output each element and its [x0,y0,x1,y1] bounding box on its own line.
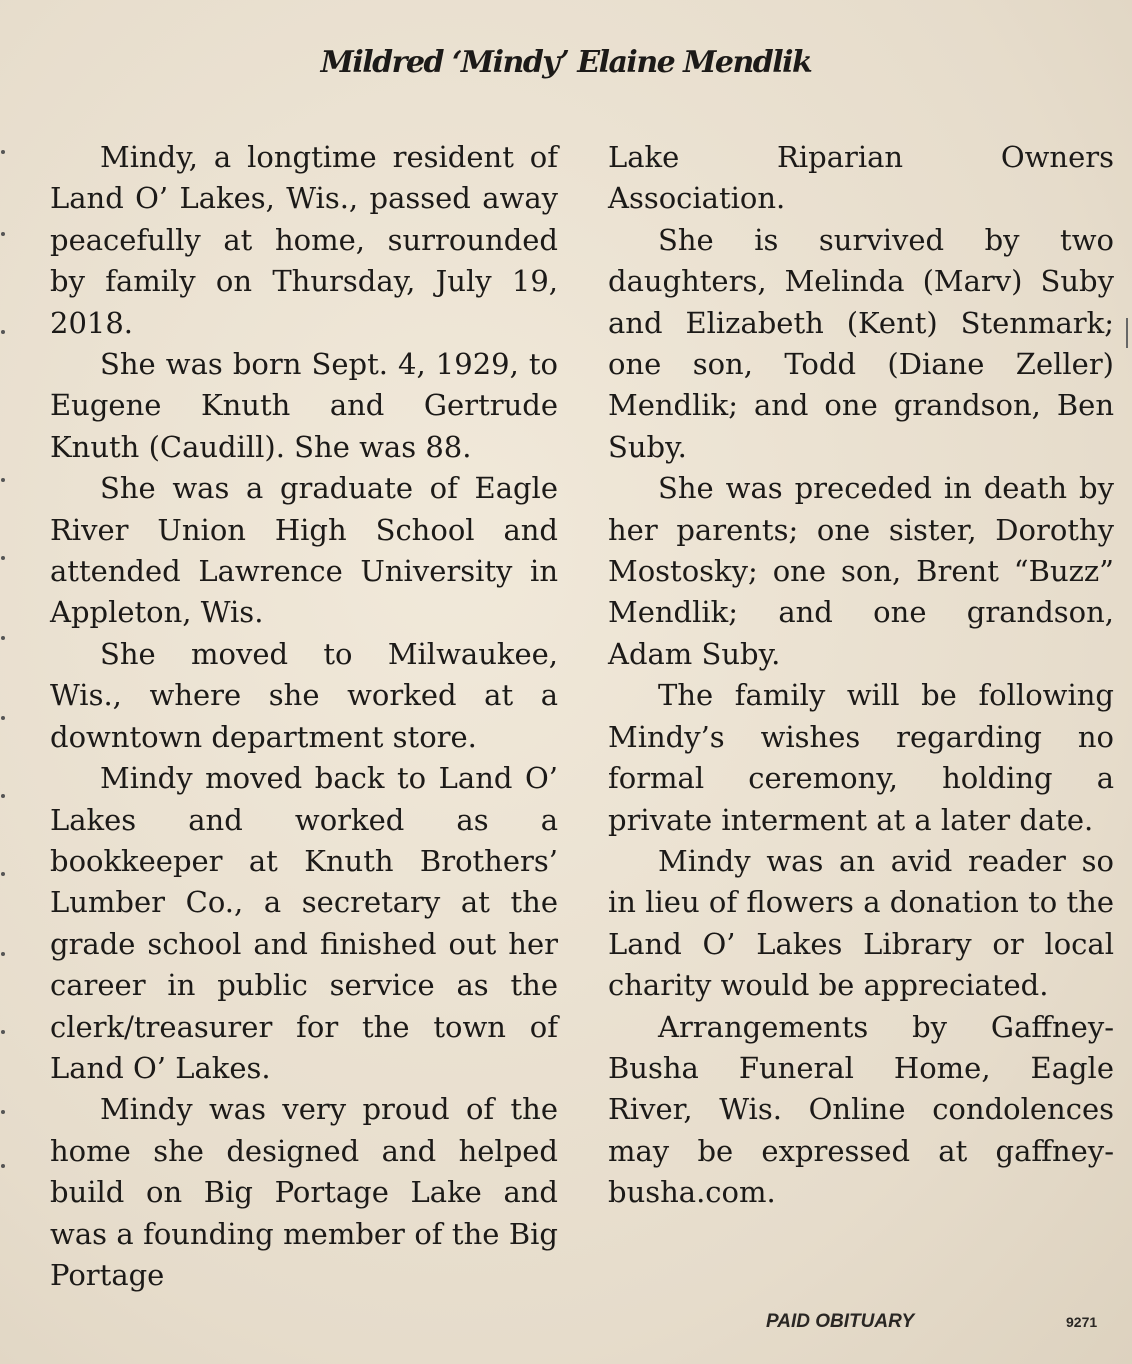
paragraph: Mindy, a longtime resident of Land O’ Lakes, Wis., passed away peacefully at home, surrounded by family on Thursday, July 19, 2018. [50,140,558,340]
paragraph: Mindy was very proud of the home she designed and helped build on Big Portage Lake and was a founding member of the Big Portage [50,1092,558,1292]
paragraph: She was a graduate of Eagle River Union High School and attended Lawrence University in Appleton, Wis. [50,471,558,630]
paragraph: Arrangements by Gaffney-Busha Funeral Home, Eagle River, Wis. Online condolences may be expressed at gaffney-busha.com. [608,1009,1114,1210]
obituary-title: Mildred ‘Mindy’ Elaine Mendlik [320,45,812,80]
paragraph: She was preceded in death by her parents; one sister, Dorothy Mostosky; one son, Brent “Buzz” Mendlik; and one grandson, Adam Suby. [608,471,1114,671]
paid-obituary-label: PAID OBITUARY [766,1311,915,1332]
ad-number: 9271 [1066,1314,1098,1330]
paragraph: Mindy was an avid reader so in lieu of flowers a donation to the Land O’ Lakes Library or local charity would be appreciated. [608,843,1114,1003]
right-column [608,137,1114,1214]
margin-marks [0,0,8,1364]
paragraph: She is survived by two daughters, Melinda (Marv) Suby and Elizabeth (Kent) Stenmark; one son, Todd (Diane Zeller) Mendlik; and one grandson, Ben Suby. [608,222,1114,464]
paragraph: She was born Sept. 4, 1929, to Eugene Knuth and Gertrude Knuth (Caudill). She was 88. [50,347,558,464]
paragraph-continued: Lake Riparian Owners Association. [608,140,1114,216]
column-edge-mark [1126,318,1128,348]
paragraph: The family will be following Mindy’s wishes regarding no formal ceremony, holding a private interment at a later date. [608,678,1114,837]
paragraph: Mindy moved back to Land O’ Lakes and worked as a bookkeeper at Knuth Brothers’ Lumber Co., a secretary at the grade school and finished out her career in public service as the clerk/treasurer for the town of Land O’ Lakes. [50,761,558,1085]
paragraph: She moved to Milwaukee, Wis., where she worked at a downtown department store. [50,636,558,754]
left-column [50,137,558,1296]
